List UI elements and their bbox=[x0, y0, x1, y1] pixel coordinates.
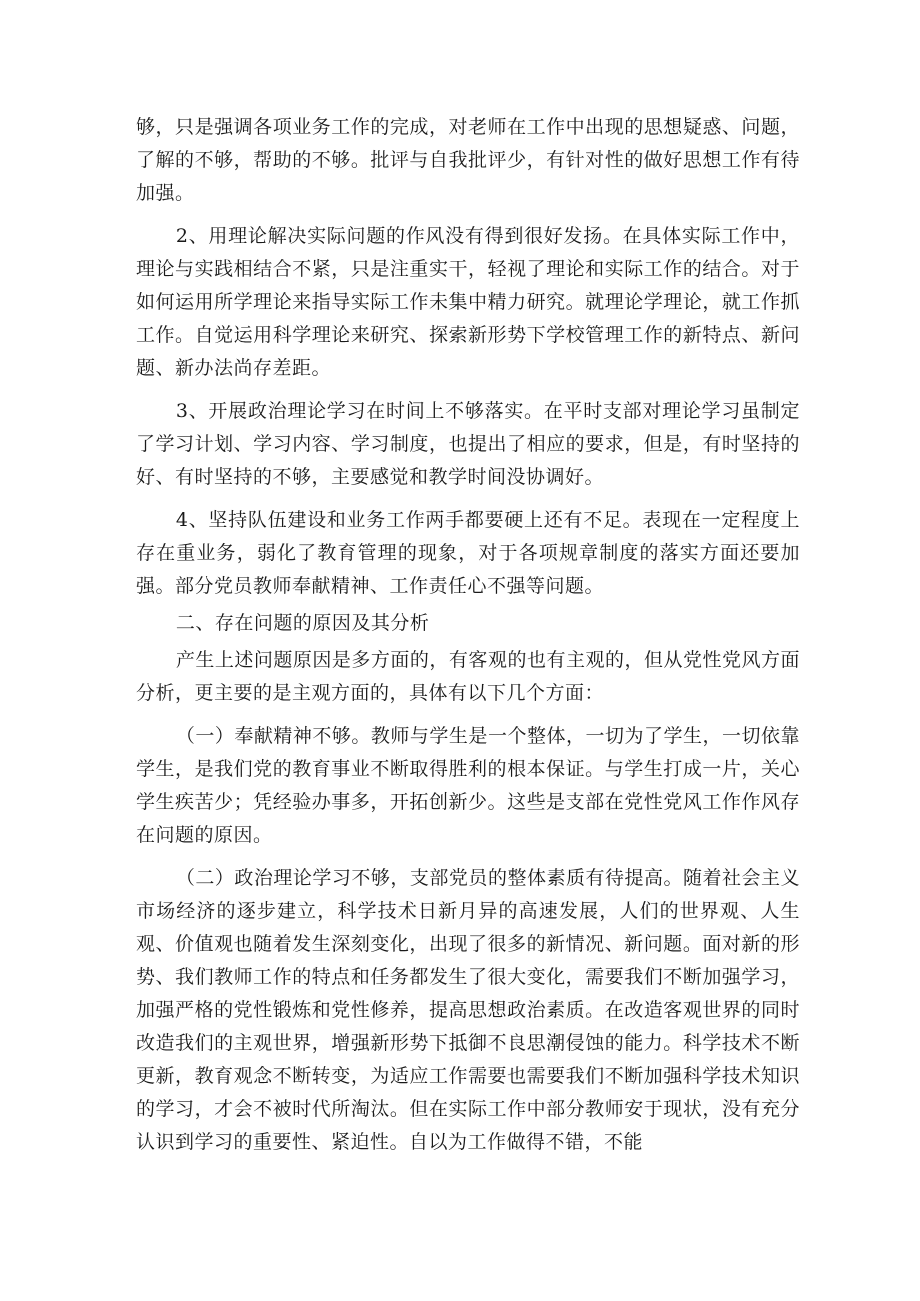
paragraph-item-3: 3、开展政治理论学习在时间上不够落实。在平时支部对理论学习虽制定了学习计划、学习内容、学习制度，也提出了相应的要求，但是，有时坚持的好、有时坚持的不够，主要感觉和教学时间没协调好。 bbox=[136, 400, 800, 488]
paragraph-cause-2: （二）政治理论学习不够，支部党员的整体素质有待提高。随着社会主义市场经济的逐步建立，科学技术日新月异的高速发展，人们的世界观、人生观、价值观也随着发生深刻变化，出现了很多的新情况、新问题。面对新的形势、我们教师工作的特点和任务都发生了很大变化，需要我们不断加强学习，加强严格的党性锻炼和党性修养，提高思想政治素质。在改造客观世界的同时改造我们的主观世界，增强新形势下抵御不良思潮侵蚀的能力。科学技术不断更新，教育观念不断转变，为适应工作需要也需要我们不断加强科学技术知识的学习，才会不被时代所淘汰。但在实际工作中部分教师安于现状，没有充分认识到学习的重要性、紧迫性。自以为工作做得不错，不能 bbox=[136, 867, 800, 1153]
document-body bbox=[136, 111, 800, 1169]
paragraph-continuation: 够，只是强调各项业务工作的完成，对老师在工作中出现的思想疑惑、问题，了解的不够，帮助的不够。批评与自我批评少，有针对性的做好思想工作有待加强。 bbox=[136, 116, 800, 204]
paragraph-item-2: 2、用理论解决实际问题的作风没有得到很好发扬。在具体实际工作中，理论与实践相结合不紧，只是注重实干，轻视了理论和实际工作的结合。对于如何运用所学理论来指导实际工作未集中精力研究。就理论学理论，就工作抓工作。自觉运用科学理论来研究、探索新形势下学校管理工作的新特点、新问题、新办法尚存差距。 bbox=[136, 225, 800, 379]
section-heading-causes: 二、存在问题的原因及其分析 bbox=[175, 612, 430, 634]
paragraph-cause-1: （一）奉献精神不够。教师与学生是一个整体，一切为了学生，一切依靠学生，是我们党的教育事业不断取得胜利的根本保证。与学生打成一片，关心学生疾苦少；凭经验办事多，开拓创新少。这些是支部在党性党风工作作风存在问题的原因。 bbox=[136, 725, 800, 846]
paragraph-intro-causes: 产生上述问题原因是多方面的，有客观的也有主观的，但从党性党风方面分析，更主要的是主观方面的，具体有以下几个方面： bbox=[136, 649, 800, 704]
paragraph-item-4: 4、坚持队伍建设和业务工作两手都要硬上还有不足。表现在一定程度上存在重业务，弱化了教育管理的现象，对于各项规章制度的落实方面还要加强。部分党员教师奉献精神、工作责任心不强等问题。 bbox=[136, 509, 800, 597]
